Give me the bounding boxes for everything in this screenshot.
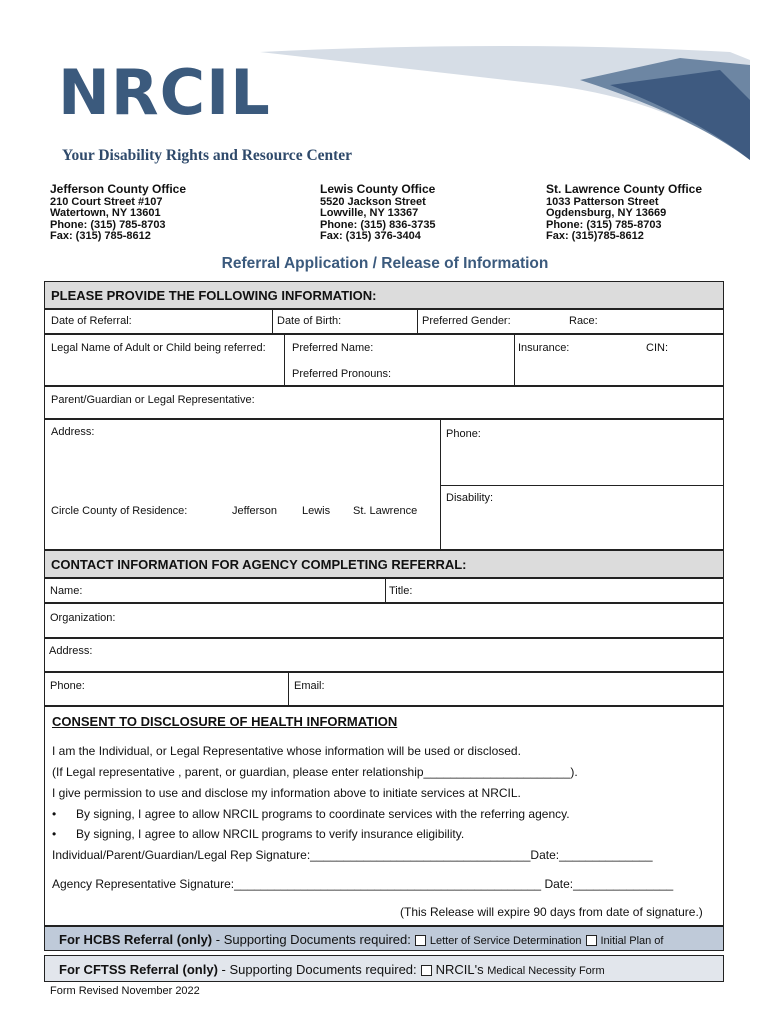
- consent-relationship-line[interactable]: (If Legal representative , parent, or guardian, please enter relationship______________________).: [52, 765, 578, 779]
- office-line: Phone: (315) 836-3735: [320, 218, 436, 231]
- section-header: CONTACT INFORMATION FOR AGENCY COMPLETING REFERRAL:: [44, 550, 724, 578]
- county-option-lewis[interactable]: Lewis: [302, 505, 331, 517]
- consent-bullet: By signing, I agree to allow NRCIL programs to verify insurance eligibility.: [76, 827, 465, 841]
- race-label: Race:: [569, 315, 598, 327]
- office-line: Watertown, NY 13601: [50, 207, 161, 219]
- agency-title-label: Title:: [389, 585, 413, 597]
- organization-label: Organization:: [50, 612, 116, 624]
- office-name: St. Lawrence County Office: [546, 182, 703, 196]
- office-line: 210 Court Street #107: [50, 195, 163, 208]
- agency-address-label: Address:: [49, 645, 93, 657]
- hcbs-referral-bar: [44, 926, 724, 951]
- legal-name-label: Legal Name of Adult or Child being referred:: [51, 342, 266, 354]
- office-line: 1033 Patterson Street: [546, 195, 659, 208]
- date-of-referral-label: Date of Referral:: [51, 315, 132, 327]
- phone-label: Phone:: [446, 428, 481, 440]
- agency-title-field[interactable]: [385, 578, 724, 603]
- hcbs-label: For HCBS Referral (only): [59, 932, 213, 947]
- office-line: Phone: (315) 785-8703: [546, 218, 662, 231]
- office-st-lawrence: [546, 184, 702, 243]
- letter-of-service-label: Letter of Service Determination: [429, 935, 582, 947]
- section-header: PLEASE PROVIDE THE FOLLOWING INFORMATION:: [44, 281, 724, 309]
- agency-address-field[interactable]: [44, 638, 724, 672]
- letter-of-service-checkbox[interactable]: [415, 935, 426, 946]
- agency-email-label: Email:: [294, 680, 325, 692]
- initial-plan-label: Initial Plan of: [600, 935, 664, 947]
- office-line: Lowville, NY 13367: [320, 207, 419, 219]
- nrcil-form-checkbox[interactable]: [421, 965, 432, 976]
- agency-email-field[interactable]: [288, 672, 724, 706]
- consent-bullet: By signing, I agree to allow NRCIL programs to coordinate services with the referring agency.: [76, 807, 570, 821]
- tagline: Your Disability Rights and Resource Center: [62, 147, 353, 164]
- bullet-dot: •: [52, 827, 57, 841]
- guardian-label: Parent/Guardian or Legal Representative:: [51, 394, 255, 406]
- individual-signature-line[interactable]: Individual/Parent/Guardian/Legal Rep Signature:_________________________________Date:______________: [52, 848, 653, 862]
- hcbs-text: - Supporting Documents required:: [212, 932, 411, 947]
- office-line: Fax: (315) 785-8612: [50, 230, 151, 242]
- office-line: Fax: (315)785-8612: [546, 230, 644, 242]
- consent-line: I give permission to use and disclose my information above to initiate services at NRCIL.: [52, 786, 521, 800]
- address-label: Address:: [51, 426, 95, 438]
- agency-phone-label: Phone:: [50, 680, 85, 692]
- date-of-birth-label: Date of Birth:: [277, 315, 342, 327]
- nrcil-form-label: NRCIL's: [435, 962, 484, 977]
- office-line: Phone: (315) 785-8703: [50, 218, 166, 231]
- organization-field[interactable]: [44, 603, 724, 638]
- office-line: Fax: (315) 376-3404: [320, 230, 421, 242]
- phone-field[interactable]: [440, 419, 724, 486]
- medical-necessity-label: Medical Necessity Form: [487, 965, 605, 977]
- preferred-name-label: Preferred Name:: [292, 342, 374, 354]
- agency-name-field[interactable]: [44, 578, 386, 603]
- county-option-jefferson[interactable]: Jefferson: [232, 505, 278, 517]
- agency-name-label: Name:: [50, 585, 83, 597]
- cftss-label: For CFTSS Referral (only): [59, 962, 218, 977]
- preferred-gender-label: Preferred Gender:: [422, 315, 511, 327]
- office-jefferson: [50, 184, 186, 243]
- insurance-label: Insurance:: [518, 342, 570, 354]
- consent-line: I am the Individual, or Legal Representative whose information will be used or disclosed.: [52, 744, 521, 758]
- cftss-text: - Supporting Documents required:: [217, 962, 417, 977]
- bullet-dot: •: [52, 807, 57, 821]
- county-prompt: Circle County of Residence:: [51, 505, 188, 517]
- office-line: 5520 Jackson Street: [320, 195, 426, 208]
- office-lewis: [320, 184, 436, 243]
- consent-header: CONSENT TO DISCLOSURE OF HEALTH INFORMATION: [52, 714, 398, 729]
- agency-signature-line[interactable]: Agency Representative Signature:______________________________________________ Date:_______________: [52, 877, 674, 891]
- office-name: Jefferson County Office: [50, 182, 187, 196]
- cin-label: CIN:: [646, 342, 668, 354]
- disability-label: Disability:: [446, 492, 494, 504]
- preferred-pronouns-label: Preferred Pronouns:: [292, 368, 392, 380]
- address-field[interactable]: [44, 419, 441, 550]
- form-title: Referral Application / Release of Information: [221, 255, 549, 272]
- nrcil-logo: NRCIL: [58, 56, 271, 129]
- form-revised-note: Form Revised November 2022: [50, 985, 200, 997]
- initial-plan-checkbox[interactable]: [586, 935, 597, 946]
- expiration-note: (This Release will expire 90 days from date of signature.): [400, 905, 703, 919]
- office-line: Ogdensburg, NY 13669: [546, 207, 667, 219]
- cftss-referral-bar: [44, 955, 724, 982]
- county-option-st-lawrence[interactable]: St. Lawrence: [353, 505, 418, 517]
- office-name: Lewis County Office: [320, 182, 436, 196]
